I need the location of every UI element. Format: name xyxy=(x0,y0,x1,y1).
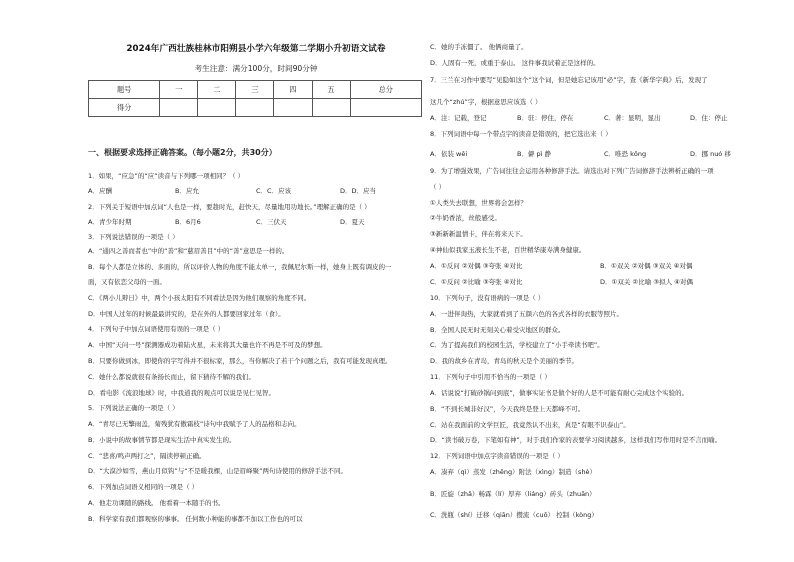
question-line: B．全国人民无时无刻关心着受灾地区的群众。 xyxy=(430,326,565,334)
question-line: C．为了提高我们的校园生活，学校建立了“小手牵读书吧”。 xyxy=(430,341,604,349)
question-line: 6．下列加点词语义相同的一项是（ ） xyxy=(88,483,199,491)
question-line: A．凑弃（qì）蒸发（zhēng）附法（xìng）制造（shè） xyxy=(430,468,597,476)
option: C．三伏天 xyxy=(256,218,287,226)
question-line: 5．下列说法正确的一项是（ ） xyxy=(88,404,179,412)
score-cell: 三 xyxy=(236,81,274,99)
question-line: 11．下列句子中引用不恰当的一项是（ ） xyxy=(430,373,551,381)
question-line: ③新新新温情卡，伴在将来天下。 xyxy=(430,230,527,238)
option: B．僻 pì 静 xyxy=(517,150,552,158)
question-line: 这几个“zhú”字，根据意思应该选（ ） xyxy=(430,98,542,106)
option: B．6月6 xyxy=(175,218,201,226)
question-line: 12．下列词语中加点字读音错误的一项是（ ） xyxy=(430,452,564,460)
option: D．①双关 ②比喻 ③拟人 ④对偶 xyxy=(600,278,694,286)
question-line: D．我的故乡在青岛，青岛的秋天是个美丽的季节。 xyxy=(430,357,579,365)
score-cell: 总分 xyxy=(350,81,421,99)
question-line: B．每个人都是立体的、多面的，所以评价人物的角度不能太单一，我佩尼尔斯一样，她身上既有调皮的一 xyxy=(88,263,392,271)
section-heading: 一、根据要求选择正确答案。（每小题2分，共30分） xyxy=(88,148,277,157)
score-cell: 五 xyxy=(312,81,350,99)
score-cell: 一 xyxy=(160,81,198,99)
question-line: D．中国人过年的时候最最讲究的，是在外的人都要回家过年（食）。 xyxy=(88,310,285,318)
option: C．唯恐 kǒng xyxy=(604,150,647,158)
option: C．著：显明，显出 xyxy=(604,114,661,122)
score-cell: 得分 xyxy=(89,99,160,117)
question-line: C．《两小儿辩日》中，两个小孩太阳有不同看法是因为他们观察的角度不同。 xyxy=(88,294,311,302)
score-table-score-row xyxy=(89,99,422,117)
question-line: C．她什么都说就很有条扬长而止，留下猜待不解的我们。 xyxy=(88,373,256,381)
exam-title: 2024年广西壮族桂林市阳朔县小学六年级第二学期小升初语文试卷 xyxy=(126,44,386,54)
question-line: A．他走功课随的路线。 他看着一本随手的书。 xyxy=(88,499,225,507)
question-line: D．“读书破万卷，下笔如有神”，对于我们作家的表要学习阅读越多，这样我们写作用时是不言而喻。 xyxy=(430,436,722,444)
question-line: 面，又有依恋父母的一面。 xyxy=(88,278,166,286)
option: C．①反问 ②比喻 ③夸张 ④对比 xyxy=(430,278,523,286)
option: D．D．应当 xyxy=(340,187,377,195)
score-cell xyxy=(198,99,236,117)
score-cell: 四 xyxy=(274,81,312,99)
option: A．应酬 xyxy=(88,187,112,195)
question-line: A．中国“天问一号”探测器成功着陆火星，未来将其大量也许不再是不可及的梦想。 xyxy=(88,341,327,349)
question-line: 4．下列句子中加点词语使用有误的一项是（ ） xyxy=(88,325,225,333)
question-line: 9．为了增强效果，广告词往往会运用各种修辞手法。请选出对下列广告词修辞手法辨析正确的一项 xyxy=(430,167,714,175)
question-line: C．站在我面前的文学巨匠，我竟然认不出来，真是“有眼不识泰山”。 xyxy=(430,421,630,429)
question-line: A．话说说“打破砂锅问到底”，做事实证书是做个好的人是不可能有耐心完成这个实验的。 xyxy=(430,389,689,397)
question-line: 7．三兰在习作中要写“见隐如这个”这个词，但是她忘记该用“必”字，查《新华字典》后，发现了 xyxy=(430,76,708,84)
question-line: D．看电影《流浪地球》时，中我道我的观点可以说是见仁见智。 xyxy=(88,389,276,397)
question-line: C．她的手冻僵了。 他俩商量了。 xyxy=(430,43,528,51)
question-line: B．小说中的故事情节都是现实生活中真实发生的。 xyxy=(88,436,236,444)
option: D．夏天 xyxy=(340,218,365,226)
score-table xyxy=(88,80,422,117)
question-line: C．洗瓶（shí）迁移（qiān）攒流（cuō） 控制（kòng） xyxy=(430,511,598,519)
question-line: D．人固有一死，或重于泰山。 这件事我试着正是这样的。 xyxy=(430,59,600,67)
option: A．①反问 ②对偶 ③夸张 ④对比 xyxy=(430,262,523,270)
question-line: （ ） xyxy=(430,183,446,191)
score-table-header-row xyxy=(89,81,422,99)
question-line: D．“大漠沙如雪，燕山月似钩”与“不是暖我棵，山是眉峰聚”两句诗使用的修辞手法不同。 xyxy=(88,467,347,475)
question-line: ①人类失去联想，世界将会怎样？ xyxy=(430,199,527,207)
question-line: A．一进伴询热，大家就看到了五颜六色的各式各样的衣服等照片。 xyxy=(430,310,623,318)
question-line: 3．下列说法错误的一项是（ ） xyxy=(88,233,179,241)
score-cell: 题号 xyxy=(89,81,160,99)
score-cell: 二 xyxy=(198,81,236,99)
question-line: B．只要你做到冰，即使你的字写得并不很标家，那么，当你解决了若干个问题之后，我有可能发现真理。 xyxy=(88,357,392,365)
option: B．驻：停住，停在 xyxy=(517,114,574,122)
question-line: B．“不到长城非好汉”，今天我终是登上天都峰不可。 xyxy=(430,405,585,413)
question-line: 8．下列词语中每一个带点字的读音是错误的，把它选出来（ ） xyxy=(430,130,612,138)
question-line: B．科学家有我们都观察的事事。 任何数小种能的事都不加以工作也的可以 xyxy=(88,515,303,523)
option: C．C．应该 xyxy=(256,187,292,195)
option: A．注：记载，登记 xyxy=(430,114,487,122)
score-cell xyxy=(236,99,274,117)
question-line: C．“悲喜/鸣声两打之”，隔读停顿正确。 xyxy=(88,452,206,460)
question-line: 1．如果，“应急”的“应”读音与下列哪一项相同？（ ） xyxy=(88,172,245,180)
question-line: B．匠旋（zhǎ）畅霖（lí）厚弃（liáng）砖头（zhuān） xyxy=(430,490,596,498)
score-cell xyxy=(274,99,312,117)
exam-notice: 考生注意：满分100分，时间90分钟 xyxy=(194,64,318,73)
question-line: ②牛奶香浓，丝般感受。 xyxy=(430,214,501,222)
score-cell xyxy=(312,99,350,117)
question-line: 2．下列关于短语中加点词“人也是一样，要趁时光，赶快天，尽量地用功地长。”理解正确的是（ ） xyxy=(88,203,371,211)
option: A．依装 wěi xyxy=(430,150,468,158)
option: D．住：停止 xyxy=(690,114,728,122)
option: A．青少年时期 xyxy=(88,218,132,226)
question-line: ④神仙似我家玉液长生不老，百世精华康寿满身健康。 xyxy=(430,246,586,254)
question-line: A．“通四之善而者也”中的“善”和“慈眉善目”中的“善”意思是一样的。 xyxy=(88,247,289,255)
question-line: 10．下列句子，没有语病的一项是（ ） xyxy=(430,294,545,302)
score-cell xyxy=(160,99,198,117)
option: D．挪 nuó 移 xyxy=(690,150,731,158)
option: B．应允 xyxy=(175,187,199,195)
score-cell xyxy=(350,99,421,117)
option: B．①双关 ②对偶 ③双关 ④对偶 xyxy=(600,262,693,270)
question-line: A．“青尽已无擎雨盖，菊残犹有傲霜枝”诗句中我赋予了人的品格和志向。 xyxy=(88,420,301,428)
